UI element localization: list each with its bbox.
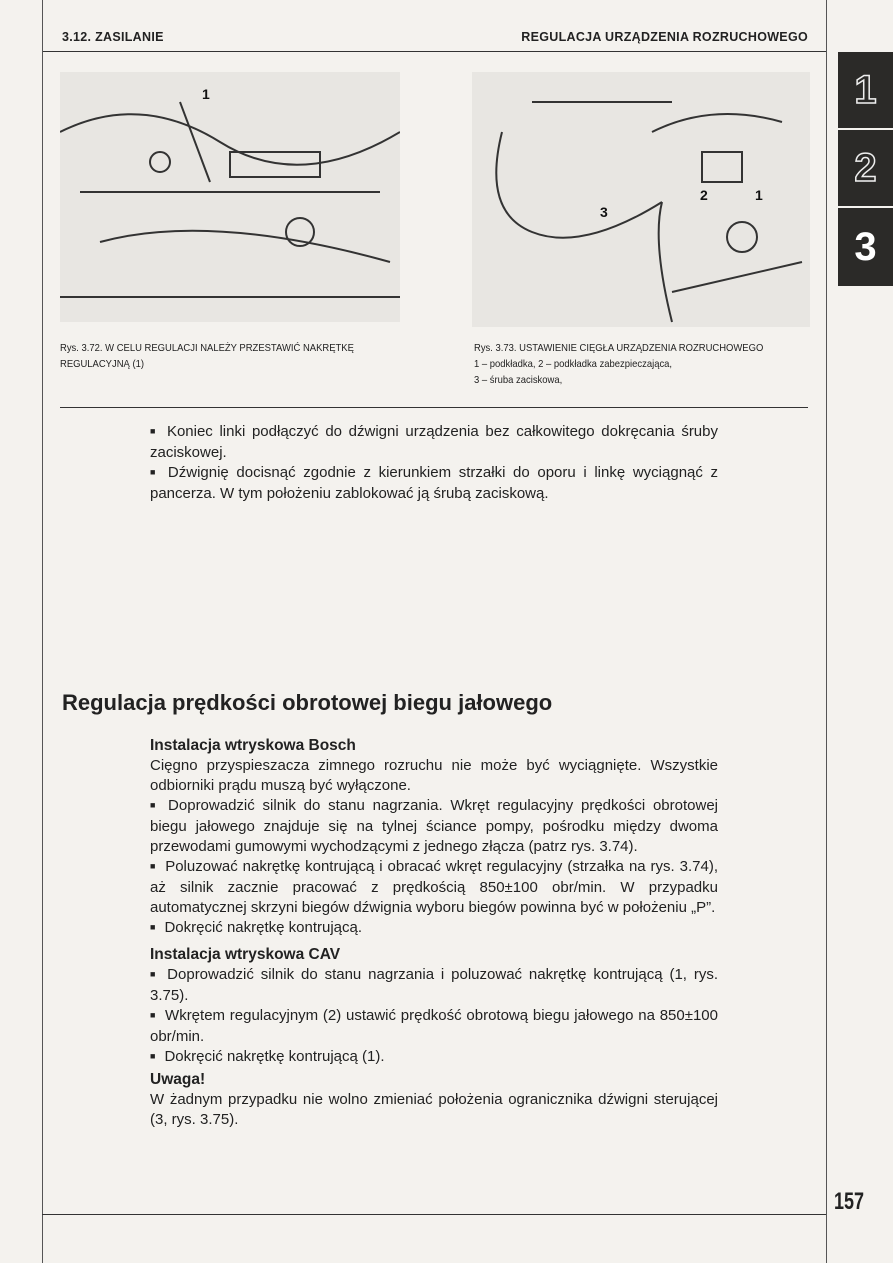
section-title: Regulacja prędkości obrotowej biegu jałowego [62, 690, 553, 715]
callout-1: 1 [755, 187, 763, 203]
figure-3-73-image [472, 72, 810, 327]
footer-rule [42, 1214, 826, 1215]
header-section: REGULACJA URZĄDZENIA ROZRUCHOWEGO [521, 30, 808, 44]
note-title: Uwaga! [150, 1071, 206, 1088]
engine-drawing-icon [60, 72, 400, 322]
callout-1: 1 [202, 86, 210, 102]
caption-line: 3 – śruba zaciskowa, [474, 374, 563, 386]
paragraph: ■ Poluzować nakrętkę kontrującą i obracać wkręt regulacyjny (strzałka na rys. 3.74), aż silnik zacznie pracować z prędkością 850±100 obr/min. W przypadku automatycznej skrzyni biegów dźwignia wyboru biegów powinna być w położeniu „P”. [150, 857, 718, 918]
paragraph: ■ Dźwignię docisnąć zgodnie z kierunkiem strzałki do oporu i linkę wyciągnąć z pancerza. W tym położeniu zablokować ją śrubą zaciskową. [150, 463, 718, 504]
paragraph: ■ Wkrętem regulacyjnym (2) ustawić prędkość obrotową biegu jałowego na 850±100 obr/min. [150, 1006, 718, 1047]
paragraph: ■ Koniec linki podłączyć do dźwigni urządzenia bez całkowitego dokręcania śruby zaciskowej. [150, 422, 718, 463]
subsection-title: Instalacja wtryskowa Bosch [150, 737, 356, 754]
figures-rule [60, 407, 808, 408]
callout-2: 2 [700, 187, 708, 203]
header-rule [42, 51, 826, 52]
paragraph: ■ Doprowadzić silnik do stanu nagrzania i poluzować nakrętkę kontrującą (1, rys. 3.75). [150, 965, 718, 1006]
figure-3-73-caption [474, 340, 816, 388]
note-text: W żadnym przypadku nie wolno zmieniać położenia ogranicznika dźwigni sterującej (3, rys. 3.75). [150, 1091, 718, 1128]
right-margin-line [826, 0, 827, 1263]
callout-3: 3 [600, 204, 608, 220]
chapter-tab-1: 1 [838, 52, 893, 128]
paragraph: ■ Dokręcić nakrętkę kontrującą (1). [150, 1047, 718, 1068]
header-chapter: 3.12. ZASILANIE [62, 30, 164, 44]
page-number: 157 [834, 1188, 865, 1215]
paragraph: Cięgno przyspieszacza zimnego rozruchu nie może być wyciągnięte. Wszystkie odbiorniki prądu muszą być wyłączone. [150, 757, 718, 794]
subsection-title: Instalacja wtryskowa CAV [150, 946, 341, 963]
caption-title: Rys. 3.73. USTAWIENIE CIĘGŁA URZĄDZENIA ROZRUCHOWEGO [474, 342, 764, 354]
intro-text [150, 422, 718, 504]
paragraph: ■ Doprowadzić silnik do stanu nagrzania. Wkręt regulacyjny prędkości obrotowej biegu jałowego znajduje się na tylnej ściance pompy, pośrodku między dwoma przewodami gumowymi wychodzącymi z jednego złącza (patrz rys. 3.74). [150, 796, 718, 857]
figure-3-72-caption: Rys. 3.72. W CELU REGULACJI NALEŻY PRZESTAWIĆ NAKRĘTKĘ REGULACYJNĄ (1) [60, 342, 354, 370]
paragraph: ■ Dokręcić nakrętkę kontrującą. [150, 918, 718, 939]
figure-3-72-image [60, 72, 400, 322]
chapter-tab-3: 3 [838, 208, 893, 286]
chapter-tab-2: 2 [838, 130, 893, 206]
caption-line: 1 – podkładka, 2 – podkładka zabezpieczająca, [474, 358, 673, 370]
left-margin-line [42, 0, 43, 1263]
section-body [150, 736, 718, 1130]
